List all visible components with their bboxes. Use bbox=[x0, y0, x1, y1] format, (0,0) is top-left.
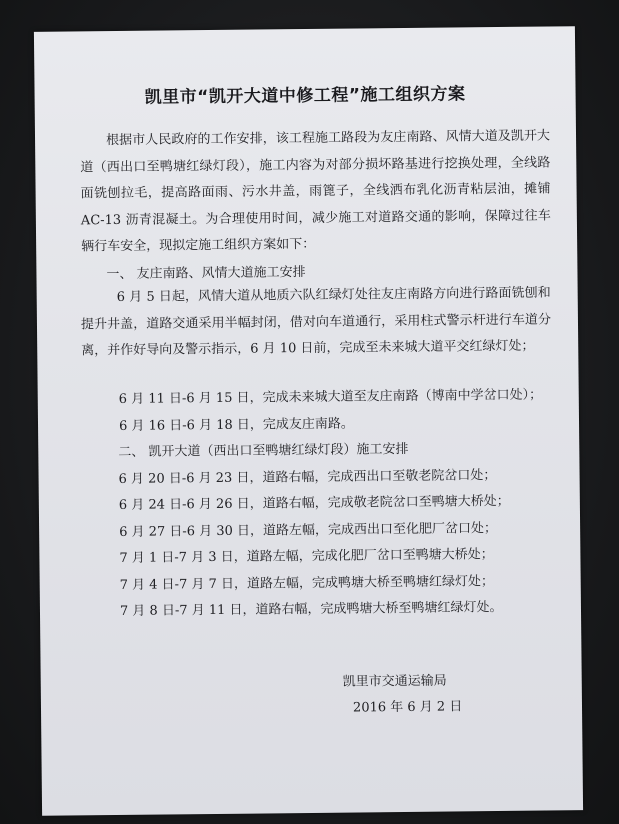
notice-document bbox=[34, 26, 583, 816]
issuing-organization: 凯里市交通运输局 bbox=[342, 673, 447, 690]
schedule-item: 6 月 27 日-6 月 30 日，道路左幅，完成西出口至化肥厂岔口处； bbox=[119, 521, 498, 540]
section-2-heading: 二、 凯开大道（西出口至鸭塘红绿灯段）施工安排 bbox=[118, 441, 409, 460]
schedule-item: 6 月 24 日-6 月 26 日，道路右幅，完成敬老院岔口至鸭塘大桥处； bbox=[118, 493, 510, 513]
schedule-item: 6 月 16 日-6 月 18 日，完成友庄南路。 bbox=[118, 416, 354, 434]
issue-date: 2016 年 6 月 2 日 bbox=[352, 699, 463, 716]
section-1-body: 6 月 5 日起，风情大道从地质六队红绿灯处往友庄南路方向进行路面铣刨和提升井盖，道路交通采用半幅封闭，借对向车道通行，采用柱式警示杆进行车道分离，并作好导向及警示指示，6 月 10 日前，完成至未来城大道平交红绿灯处； bbox=[80, 285, 552, 359]
section-1-heading: 一、 友庄南路、风情大道施工安排 bbox=[106, 265, 306, 283]
document-title: 凯里市“凯开大道中修工程”施工组织方案 bbox=[144, 84, 466, 108]
schedule-item: 6 月 11 日-6 月 15 日，完成未来城大道至友庄南路（博南中学岔口处）； bbox=[118, 387, 543, 407]
paper-sheet bbox=[34, 26, 583, 816]
schedule-item: 7 月 4 日-7 月 7 日，道路左幅，完成鸭塘大桥至鸭塘红绿灯处； bbox=[119, 574, 495, 593]
intro-paragraph: 根据市人民政府的工作安排，该工程施工路段为友庄南路、风情大道及凯开大道（西出口至鸭塘红绿灯段），施工内容为对部分损坏路基进行挖换处理，全线路面铣刨拉毛，提高路面雨、污水井盖，雨篦子，全线洒布乳化沥青粘层油，摊铺 AC-13 沥青混凝土。为合理使用时间，减少施工对道路交通的影响，保障过往车辆行车安全，现拟定施工组织方案如下： bbox=[80, 128, 551, 255]
schedule-item: 7 月 1 日-7 月 3 日，道路左幅，完成化肥厂岔口至鸭塘大桥处； bbox=[119, 547, 494, 566]
schedule-item: 6 月 20 日-6 月 23 日，道路右幅，完成西出口至敬老院岔口处； bbox=[118, 468, 497, 487]
schedule-item: 7 月 8 日-7 月 11 日，道路右幅，完成鸭塘大桥至鸭塘红绿灯处。 bbox=[119, 599, 503, 619]
